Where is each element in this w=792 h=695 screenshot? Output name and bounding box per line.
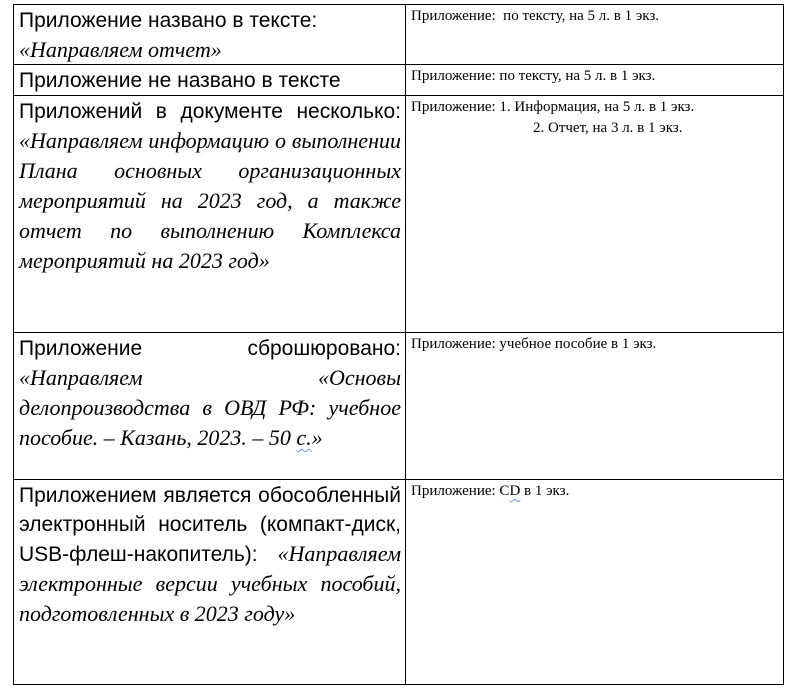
attachment-note-cell — [406, 96, 784, 333]
attachment-note-line-2: 2. Отчет, на 3 л. в 1 экз. — [533, 120, 683, 136]
spellcheck-underlined-letter: D — [509, 483, 521, 499]
case-cell — [14, 480, 406, 685]
table-row — [14, 480, 784, 685]
case-cell — [14, 65, 406, 96]
case-description: Приложением является обособленный электронный носитель (компакт-диск, USB-флеш-накопитель): — [19, 484, 401, 566]
attachment-note-end: в 1 экз. — [520, 483, 570, 499]
attachment-note-line-1: Приложение: 1. Информация, на 5 л. в 1 экз. — [411, 99, 695, 115]
example-quote: «Направляем информацию о выполнении Плана основных организационных мероприятий на 2023 год, а также отчет по выполнению Комплекса мероприятий на 2023 год» — [19, 128, 401, 273]
example-quote-end: » — [311, 425, 323, 450]
attachment-note-start: Приложение: C — [411, 483, 510, 499]
spellcheck-underlined-word: с. — [296, 425, 312, 450]
table-row — [14, 333, 784, 480]
case-description: Приложений в документе несколько: — [19, 100, 401, 123]
attachment-note-cell — [406, 5, 784, 65]
attachment-note: Приложение: по тексту, на 5 л. в 1 экз. — [411, 8, 660, 24]
case-cell — [14, 5, 406, 65]
table-row — [14, 96, 784, 333]
case-description: Приложение названо в тексте: — [19, 9, 318, 32]
example-quote-main: «Направляем «Основы делопроизводства в ОВД РФ: учебное пособие. – Казань, 2023. – 50 — [19, 365, 401, 450]
attachment-note: Приложение: учебное пособие в 1 экз. — [411, 336, 657, 352]
example-quote: «Направляем отчет» — [19, 37, 222, 62]
table-row — [14, 5, 784, 65]
case-cell — [14, 333, 406, 480]
example-quote — [19, 365, 401, 450]
attachment-note-cell — [406, 65, 784, 96]
attachment-note: Приложение: по тексту, на 5 л. в 1 экз. — [411, 68, 656, 84]
attachment-note-cell — [406, 480, 784, 685]
case-description: Приложение не названо в тексте — [19, 69, 341, 92]
case-cell — [14, 96, 406, 333]
example-quote: «Направляем электронные версии учебных пособий, подготовленных в 2023 году» — [19, 541, 401, 626]
attachments-table — [13, 4, 784, 685]
attachment-note-cell — [406, 333, 784, 480]
table-row — [14, 65, 784, 96]
case-description: Приложение сброшюровано: — [19, 337, 401, 360]
